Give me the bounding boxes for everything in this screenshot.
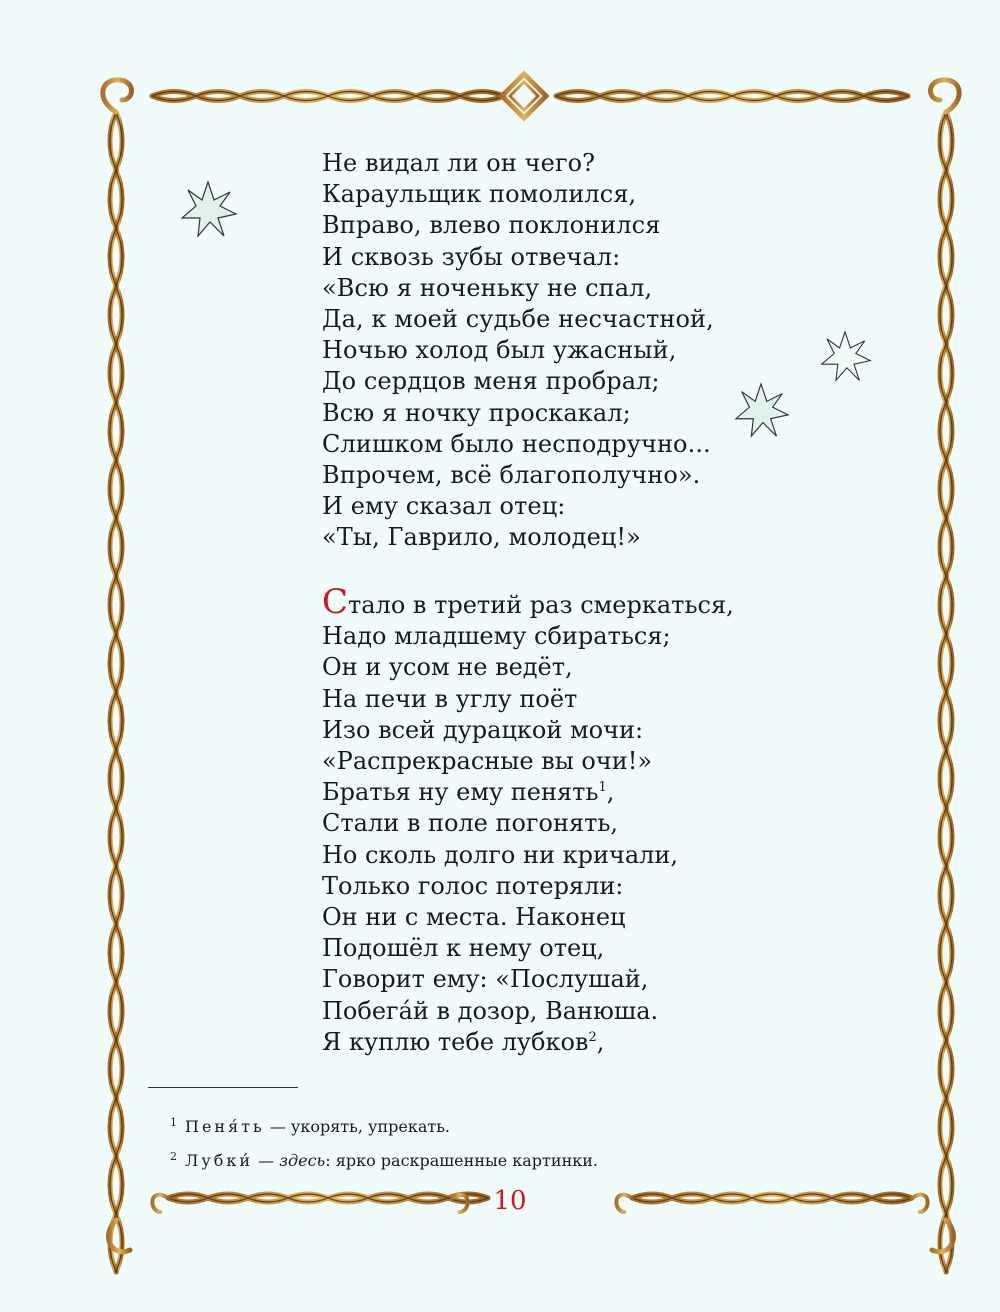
footnotes — [170, 1108, 598, 1176]
poem-line: Побегáй в дозор, Ванюша. — [322, 996, 659, 1025]
star-icon — [178, 180, 238, 240]
stanza-2 — [322, 582, 842, 1058]
poem-line: Ночью холод был ужасный, — [322, 336, 677, 365]
poem-line: Изо всей дурацкой мочи: — [322, 715, 644, 744]
poem-line: Всю я ночку проскакал; — [322, 398, 631, 427]
poem-line: Только голос потеряли: — [322, 871, 624, 900]
poem-line: «Распрекрасные вы очи!» — [322, 747, 653, 776]
footnote-2: $^2$ Лубки́ — здесь: ярко раскрашенные картинки. — [170, 1150, 598, 1170]
footnote-rule — [148, 1087, 298, 1088]
poem-line: Подошёл к нему отец, — [322, 934, 605, 963]
poem-line: Он и усом не ведёт, — [322, 653, 573, 682]
footnote-1: $^1$ Пеня́ть — укорять, упрекать. — [170, 1116, 451, 1136]
poem-line: Братья ну ему пенять$^1$, — [322, 778, 615, 807]
poem-line: Впрочем, всё благополучно». — [322, 460, 701, 489]
poem-line: Он ни с места. Наконец — [322, 903, 626, 932]
poem-line: «Ты, Гаврило, молодец!» — [322, 523, 641, 552]
page-number: 10 — [493, 1186, 527, 1216]
poem-line: Не видал ли он чего? — [322, 149, 596, 177]
poem-line: Стали в поле погонять, — [322, 809, 619, 838]
footnote-marker: 2 — [588, 1029, 597, 1045]
poem-line: На печи в углу поёт — [322, 684, 578, 713]
poem-line: Караульщик помолился, — [322, 180, 637, 209]
footnote-marker: 1 — [598, 780, 607, 796]
poem-line: «Всю я ноченьку не спал, — [322, 273, 653, 302]
poem-line: Слишком было несподручно... — [322, 429, 711, 458]
stanza-1 — [322, 148, 842, 553]
poem-line: Вправо, влево поклонился — [322, 211, 661, 240]
poem-line: Я куплю тебе лубков$^2$, — [322, 1027, 605, 1056]
poem-line: Надо младшему сбираться; — [322, 622, 671, 651]
poem-line: И ему сказал отец: — [322, 492, 566, 521]
poem-line: И сквозь зубы отвечал: — [322, 242, 621, 271]
poem-line: До сердцов меня пробрал; — [322, 367, 660, 396]
drop-cap: С — [322, 582, 349, 622]
stanza-2-first-line: Стало в третий раз смеркаться, — [322, 582, 734, 622]
poem-line: Говорит ему: «Послушай, — [322, 965, 649, 994]
poem-line: Да, к моей судьбе несчастной, — [322, 304, 714, 333]
poem-line: Но сколь долго ни кричали, — [322, 840, 678, 869]
